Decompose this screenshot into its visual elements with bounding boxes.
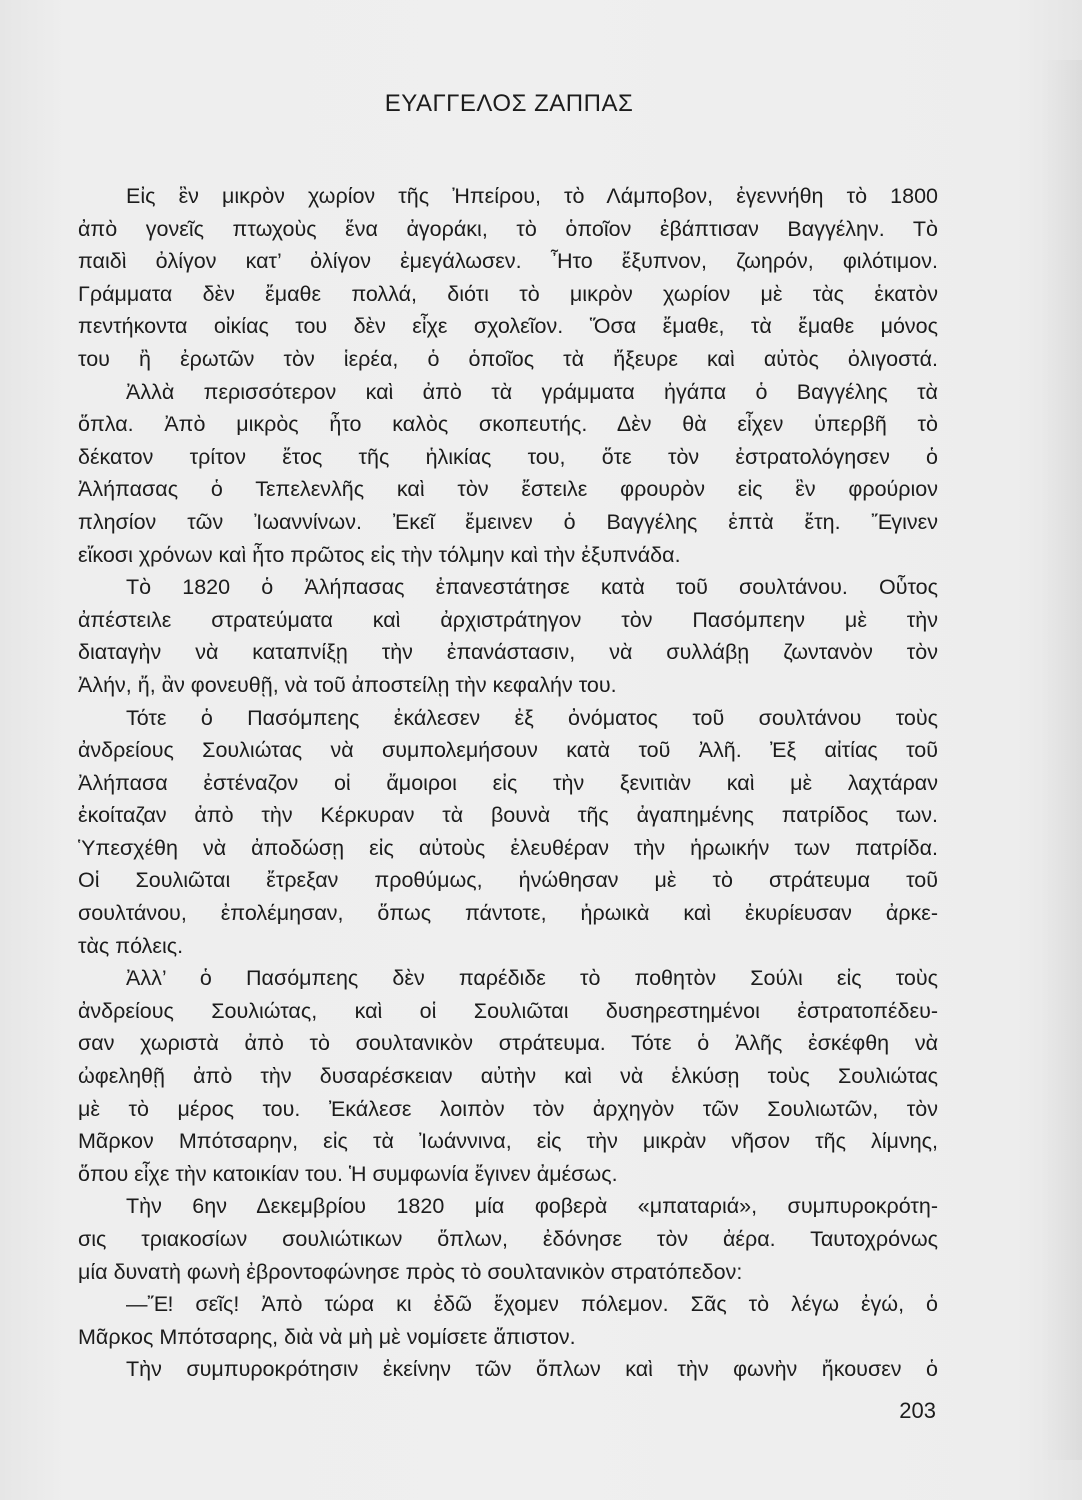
text-line: ὠφεληθῇ ἀπὸ τὴν δυσαρέσκειαν αὐτὴν καὶ νὰ ἑλκύσῃ τοὺς Σουλιώτας xyxy=(78,1064,938,1089)
text-line: παιδὶ ὀλίγον κατ’ ὀλίγον ἐμεγάλωσεν. Ἦτο ἔξυπνον, ζωηρόν, φιλότιμον. xyxy=(78,249,938,274)
text-line: τὰς πόλεις. xyxy=(78,933,184,958)
text-line: πλησίον τῶν Ἰωαννίνων. Ἐκεῖ ἔμεινεν ὁ Βαγγέλης ἑπτὰ ἔτη. Ἔγινεν xyxy=(78,509,938,534)
text-line: ἀπέστειλε στρατεύματα καὶ ἀρχιστράτηγον τὸν Πασόμπεην μὲ τὴν xyxy=(78,607,938,632)
text-line: ἀνδρείους Σουλιώτας, καὶ οἱ Σουλιῶται δυσηρεστημένοι ἐστρατοπέδευ- xyxy=(78,998,938,1023)
text-line: Ἀλλ’ ὁ Πασόμπεης δὲν παρέδιδε τὸ ποθητὸν Σούλι εἰς τοὺς xyxy=(126,966,938,991)
text-line: δέκατον τρίτον ἔτος τῆς ἡλικίας του, ὅτε τὸν ἐστρατολόγησεν ὁ xyxy=(78,444,938,469)
text-line: Εἰς ἓν μικρὸν χωρίον τῆς Ἠπείρου, τὸ Λάμποβον, ἐγεννήθη τὸ 1800 xyxy=(126,184,938,208)
text-line: Οἱ Σουλιῶται ἔτρεξαν προθύμως, ἡνώθησαν μὲ τὸ στράτευμα τοῦ xyxy=(78,868,938,893)
text-line: Μᾶρκον Μπότσαρην, εἰς τὰ Ἰωάννινα, εἰς τὴν μικρὰν νῆσον τῆς λίμνης, xyxy=(78,1129,938,1154)
text-line: Ἀλήπασα ἐστέναζον οἱ ἄμοιροι εἰς τὴν ξενιτιὰν καὶ μὲ λαχτάραν xyxy=(78,770,938,795)
text-line: ἀνδρείους Σουλιώτας νὰ συμπολεμήσουν κατὰ τοῦ Ἀλῆ. Ἐξ αἰτίας τοῦ xyxy=(78,738,938,763)
text-line: Ὑπεσχέθη νὰ ἀποδώσῃ εἰς αὐτοὺς ἐλευθέραν τὴν ἡρωικήν των πατρίδα. xyxy=(78,835,938,860)
text-line: Τὴν συμπυροκρότησιν ἐκείνην τῶν ὅπλων καὶ τὴν φωνὴν ἤκουσεν ὁ xyxy=(126,1357,938,1382)
text-line: ὅπου εἶχε τὴν κατοικίαν του. Ἡ συμφωνία ἔγινεν ἀμέσως. xyxy=(78,1161,618,1186)
text-line: Γράμματα δὲν ἔμαθε πολλά, διότι τὸ μικρὸν χωρίον μὲ τὰς ἑκατὸν xyxy=(78,281,938,306)
text-line: Τὴν 6ην Δεκεμβρίου 1820 μία φοβερὰ «μπαταριά», συμπυροκρότη- xyxy=(126,1194,938,1219)
text-line: σουλτάνου, ἐπολέμησαν, ὅπως πάντοτε, ἡρωικὰ καὶ ἐκυρίευσαν ἀρκε- xyxy=(78,901,938,926)
text-line: μὲ τὸ μέρος του. Ἐκάλεσε λοιπὸν τὸν ἀρχηγὸν τῶν Σουλιωτῶν, τὸν xyxy=(78,1096,938,1121)
text-line: σαν χωριστὰ ἀπὸ τὸ σουλτανικὸν στράτευμα. Τότε ὁ Ἀλῆς ἐσκέφθη νὰ xyxy=(78,1031,938,1056)
page-number: 203 xyxy=(899,1398,936,1423)
text-line: —Ἔ! σεῖς! Ἀπὸ τώρα κι ἐδῶ ἔχομεν πόλεμον. Σᾶς τὸ λέγω ἐγώ, ὁ xyxy=(126,1292,938,1317)
text-line: Ἀλήπασας ὁ Τεπελενλῆς καὶ τὸν ἔστειλε φρουρὸν εἰς ἓν φρούριον xyxy=(78,477,938,502)
text-line: διαταγὴν νὰ καταπνίξῃ τὴν ἐπανάστασιν, νὰ συλλάβῃ ζωντανὸν τὸν xyxy=(78,640,938,665)
text-line: πεντήκοντα οἰκίας του δὲν εἶχε σχολεῖον. Ὅσα ἔμαθε, τὰ ἔμαθε μόνος xyxy=(78,314,938,339)
page-edge-shadow xyxy=(1040,60,1082,1460)
text-line: ἀπὸ γονεῖς πτωχοὺς ἕνα ἀγοράκι, τὸ ὁποῖον ἐβάπτισαν Βαγγέλην. Τὸ xyxy=(78,216,938,241)
text-line: Τὸ 1820 ὁ Ἀλήπασας ἐπανεστάτησε κατὰ τοῦ σουλτάνου. Οὗτος xyxy=(126,575,938,600)
text-line: Ἀλλὰ περισσότερον καὶ ἀπὸ τὰ γράμματα ἠγάπα ὁ Βαγγέλης τὰ xyxy=(126,379,938,404)
text-line: Τότε ὁ Πασόμπεης ἐκάλεσεν ἐξ ὀνόματος τοῦ σουλτάνου τοὺς xyxy=(126,705,938,730)
text-line: Μᾶρκος Μπότσαρης, διὰ νὰ μὴ μὲ νομίσετε ἄπιστον. xyxy=(78,1324,576,1349)
text-line: σις τριακοσίων σουλιώτικων ὅπλων, ἐδόνησε τὸν ἀέρα. Ταυτοχρόνως xyxy=(78,1227,938,1251)
body-text xyxy=(78,180,938,1386)
text-line: ἐκοίταζαν ἀπὸ τὴν Κέρκυραν τὰ βουνὰ τῆς ἀγαπημένης πατρίδος των. xyxy=(78,803,938,828)
text-line: του ἢ ἐρωτῶν τὸν ἱερέα, ὁ ὁποῖος τὰ ἤξευρε καὶ αὐτὸς ὀλιγοστά. xyxy=(78,346,938,371)
text-line: Ἀλήν, ἤ, ἂν φονευθῇ, νὰ τοῦ ἀποστείλῃ τὴν κεφαλήν του. xyxy=(78,672,617,697)
text-line: μία δυνατὴ φωνὴ ἐβροντοφώνησε πρὸς τὸ σουλτανικὸν στρατόπεδον: xyxy=(78,1259,743,1284)
text-line: εἴκοσι χρόνων καὶ ἦτο πρῶτος εἰς τὴν τόλμην καὶ τὴν ἐξυπνάδα. xyxy=(78,542,681,567)
text-line: ὅπλα. Ἀπὸ μικρὸς ἦτο καλὸς σκοπευτής. Δὲν θὰ εἶχεν ὑπερβῆ τὸ xyxy=(78,412,938,437)
chapter-title: ΕΥΑΓΓΕΛΟΣ ΖΑΠΠΑΣ xyxy=(384,90,634,117)
